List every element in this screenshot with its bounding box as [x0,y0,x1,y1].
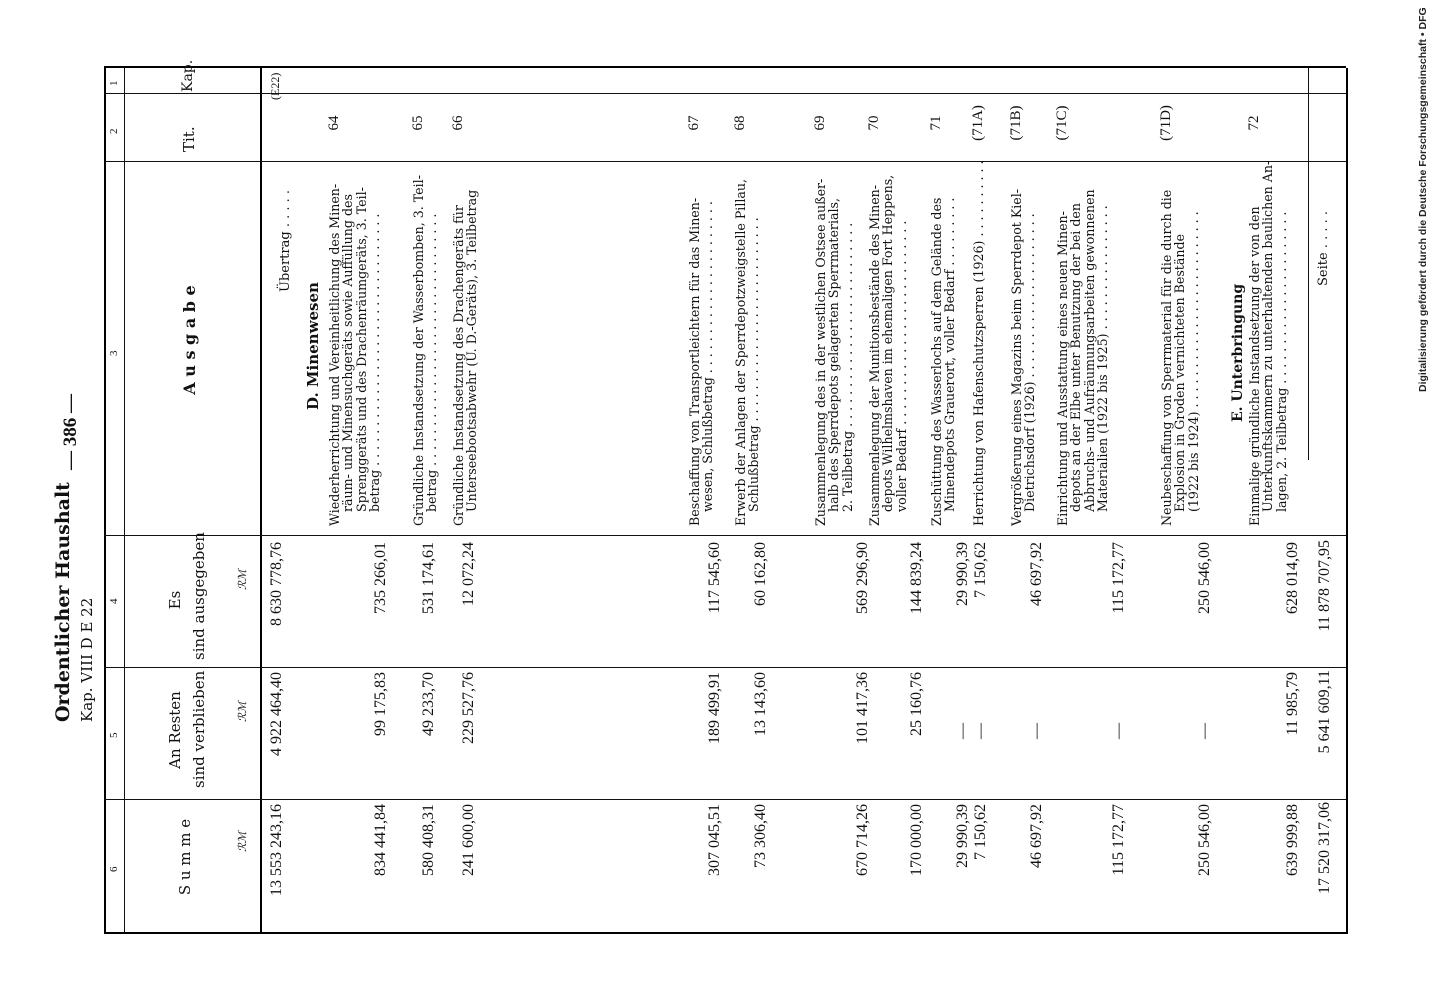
table-bottom-border [1346,68,1348,934]
description-line: Zusammenlegung der Munitionsbestände des Minen- [867,184,882,526]
uebertrag-summe: 13 553 243,16 [268,804,285,896]
colnum-6: 6 [108,866,120,872]
amount-ausgegeben: 569 296,90 [854,542,871,614]
description-line: wesen, Schlußbetrag . . . . . . . . . . . . . . . . . . . . . . [700,201,716,512]
tit-number: 67 [686,115,702,131]
unit-ausgegeben: ℛℳ [236,569,249,590]
amount-ausgegeben: 144 839,24 [908,542,925,614]
seite-ausgegeben: 11 878 707,95 [1316,540,1333,632]
uebertrag-resten: 4 922 464,40 [268,672,285,756]
amount-resten: — [1028,723,1045,739]
colnum-5: 5 [108,732,120,738]
col-divider-summe [104,799,1346,800]
description-line: voller Bedarf . . . . . . . . . . . . . . . . . . . . . . . . . . [893,220,909,512]
amount-resten: 11 985,79 [1284,672,1301,736]
description-line: Erwerb der Anlagen der Sperrdepotzweigstelle Pillau, [733,178,748,526]
amount-ausgegeben: 735 266,01 [372,542,389,614]
description-line: Vergrößerung eines Magazins beim Sperrdepot Kiel- [1009,188,1024,526]
amount-summe: 241 600,00 [460,804,477,876]
column-number-rule [124,68,125,934]
seite-resten: 5 641 609,11 [1316,670,1333,754]
section-d-heading: D. Minenwesen [304,282,322,410]
amount-ausgegeben: 531 174,61 [420,542,437,614]
description-line: Herrichtung von Hafenschutzsperren (1926) . . . . . . . . . . [971,160,986,526]
amount-summe: 834 441,84 [372,804,389,876]
description-line: betrag . . . . . . . . . . . . . . . . . . . . . . . . . . . . . . . . [424,213,440,512]
table-top-border [104,68,106,934]
tit-header: Tit. [180,126,198,152]
description-line: depots Wilhelmshaven im ehemaligen Fort Heppens, [880,174,896,512]
amount-resten: — [954,723,971,739]
description-line: Zusammenlegung des in der westlichen Ostsee außer- [813,178,828,526]
ausgegeben-header-line1: Es [166,590,184,610]
amount-summe: 250 546,00 [1196,804,1213,876]
unit-summe: ℛℳ [236,831,249,852]
description-line: (1922 bis 1924) . . . . . . . . . . . . . . . . . . . . . . . . . [1185,211,1201,512]
colnum-3: 3 [108,350,120,356]
description-line: 2. Teilbetrag . . . . . . . . . . . . . . . . . . . . . . . . . . [839,222,855,512]
colnum-1: 1 [108,80,120,86]
colnum-4: 4 [108,598,120,604]
amount-ausgegeben: 628 014,09 [1284,542,1301,614]
tit-number: 71 [928,115,944,131]
amount-ausgegeben: 7 150,62 [972,542,989,598]
amount-resten: 229 527,76 [460,672,477,744]
amount-summe: 46 697,92 [1028,804,1045,868]
unit-resten: ℛℳ [236,701,249,722]
side-credit-text: Digitalisierung gefördert durch die Deutsche Forschungsgemeinschaft • DFG [1417,7,1429,392]
description-line: Materialien (1922 bis 1925) . . . . . . . . . . . . . . . . [1095,205,1111,512]
amount-ausgegeben: 117 545,60 [706,542,723,614]
ausgabe-header: A u s g a b e [180,285,199,395]
description-line: Abbruchs- und Aufräumungsarbeiten gewonnenen [1081,189,1097,512]
amount-summe: 29 990,39 [954,804,971,868]
tit-number: 65 [410,115,426,131]
side-credit [1414,8,1432,392]
uebertrag-label: Übertrag . . . . . [278,189,293,292]
ausgegeben-header-line2: sind ausgegeben [190,532,208,660]
amount-ausgegeben: 60 162,80 [752,542,769,606]
tit-number: 64 [326,115,342,131]
description-line: lagen, 2. Teilbetrag . . . . . . . . . . . . . . . . . . . . . . [1273,211,1289,512]
description-line: Beschaffung von Transportleichtern für das Minen- [687,197,702,526]
tit-number: (71C) [1054,105,1070,141]
description-line: Sprenggeräts und des Drachenräumgeräts, 3. Teil- [353,187,369,512]
amount-ausgegeben: 12 072,24 [460,542,477,606]
col-divider-ausgabe [104,161,1346,162]
kap-header: Kap. [180,59,196,92]
chapter-subtitle: Kap. VIII D E 22 [78,597,96,722]
page-title: Ordentlicher Haushalt [52,482,74,722]
description-line: Einrichtung und Ausstattung eines neuen Minen- [1055,211,1070,526]
amount-summe: 580 408,31 [420,804,437,876]
tit-number: 66 [450,115,466,131]
tit-number: 70 [866,115,882,131]
amount-summe: 639 999,88 [1284,804,1301,876]
amount-resten: 13 143,60 [752,672,769,736]
amount-resten: — [1110,723,1127,739]
header-bottom-border [260,68,262,934]
col-divider-resten [104,667,1346,668]
amount-summe: 307 045,51 [706,804,723,876]
description-line: Gründliche Instandsetzung des Drachengeräts für [451,205,466,526]
description-line: depots an der Elbe unter Benutzung der bei den [1068,203,1084,512]
seite-label: Seite . . . . . [1316,211,1331,286]
amount-ausgegeben: 250 546,00 [1196,542,1213,614]
description-line: Wiederherrichtung und Vereinheitlichung des Minen- [327,183,342,526]
tit-number: (71D) [1158,105,1174,141]
amount-resten: — [972,723,989,739]
description-line: Unterseebootsabwehr (U. D.-Geräts), 3. Teilbetrag [464,189,480,512]
uebertrag-ausgegeben: 8 630 778,76 [268,542,285,626]
section-e-heading: E. Unterbringung [1230,283,1246,422]
amount-resten: 189 499,91 [706,672,723,744]
amount-ausgegeben: 115 172,77 [1110,542,1127,614]
page-number: — 386 — [60,394,81,470]
amount-resten: 99 175,83 [372,672,389,736]
description-line: Zuschüttung des Wasserlochs auf dem Gelände des [929,197,944,526]
amount-resten: — [1196,723,1213,739]
description-line: Minendepots Grauerort, voller Bedarf . . . . . . . . . [942,197,958,512]
tit-number: 68 [732,115,748,131]
col-divider-ausgegeben [104,535,1346,536]
description-line: Gründliche Instandsetzung der Wasserbomben, 3. Teil- [411,175,426,526]
kap-value: (E22) [268,72,282,100]
description-line: Einmalige gründliche Instandsetzung der von den [1247,206,1262,526]
amount-resten: 25 160,76 [908,672,925,736]
resten-header-line2: sind verblieben [190,670,208,788]
description-line: Neubeschaffung von Sperrmaterial für die durch die [1159,189,1174,526]
seite-rule [1308,68,1309,460]
resten-header-line1: An Resten [166,691,184,769]
description-line: Schlußbetrag . . . . . . . . . . . . . . . . . . . . . . . . . . [746,217,762,512]
amount-ausgegeben: 46 697,92 [1028,542,1045,606]
amount-summe: 73 306,40 [752,804,769,868]
tit-number: (71B) [1008,105,1024,141]
description-line: räum- und Minensuchgeräts sowie Auffüllung des [340,194,356,512]
col-divider-tit [104,93,1346,94]
table-right-border [104,66,1346,68]
description-line: betrag . . . . . . . . . . . . . . . . . . . . . . . . . . . . . . . . [367,213,383,512]
colnum-2: 2 [108,128,120,134]
amount-resten: 49 233,70 [420,672,437,736]
description-line: Unterkunftskammern zu unterhaltenden baulichen An- [1260,160,1276,512]
amount-summe: 170 000,00 [908,804,925,876]
amount-summe: 115 172,77 [1110,804,1127,876]
description-line: Explosion in Groden vernichteten Bestände [1172,234,1188,512]
description-line: Dietrichsdorf (1926) . . . . . . . . . . . . . . . . . . . . . [1022,213,1038,512]
tit-number: 69 [812,115,828,131]
tit-number: (71A) [970,105,986,141]
amount-summe: 670 714,26 [854,804,871,876]
description-line: halb des Sperrdepots gelagerten Sperrmaterials, [826,198,842,512]
seite-summe: 17 520 317,06 [1316,802,1333,894]
amount-summe: 7 150,62 [972,804,989,860]
tit-number: 72 [1246,115,1262,131]
table-left-border [104,932,1346,934]
amount-ausgegeben: 29 990,39 [954,542,971,606]
amount-resten: 101 417,36 [854,672,871,744]
summe-header: S u m m e [176,818,194,896]
